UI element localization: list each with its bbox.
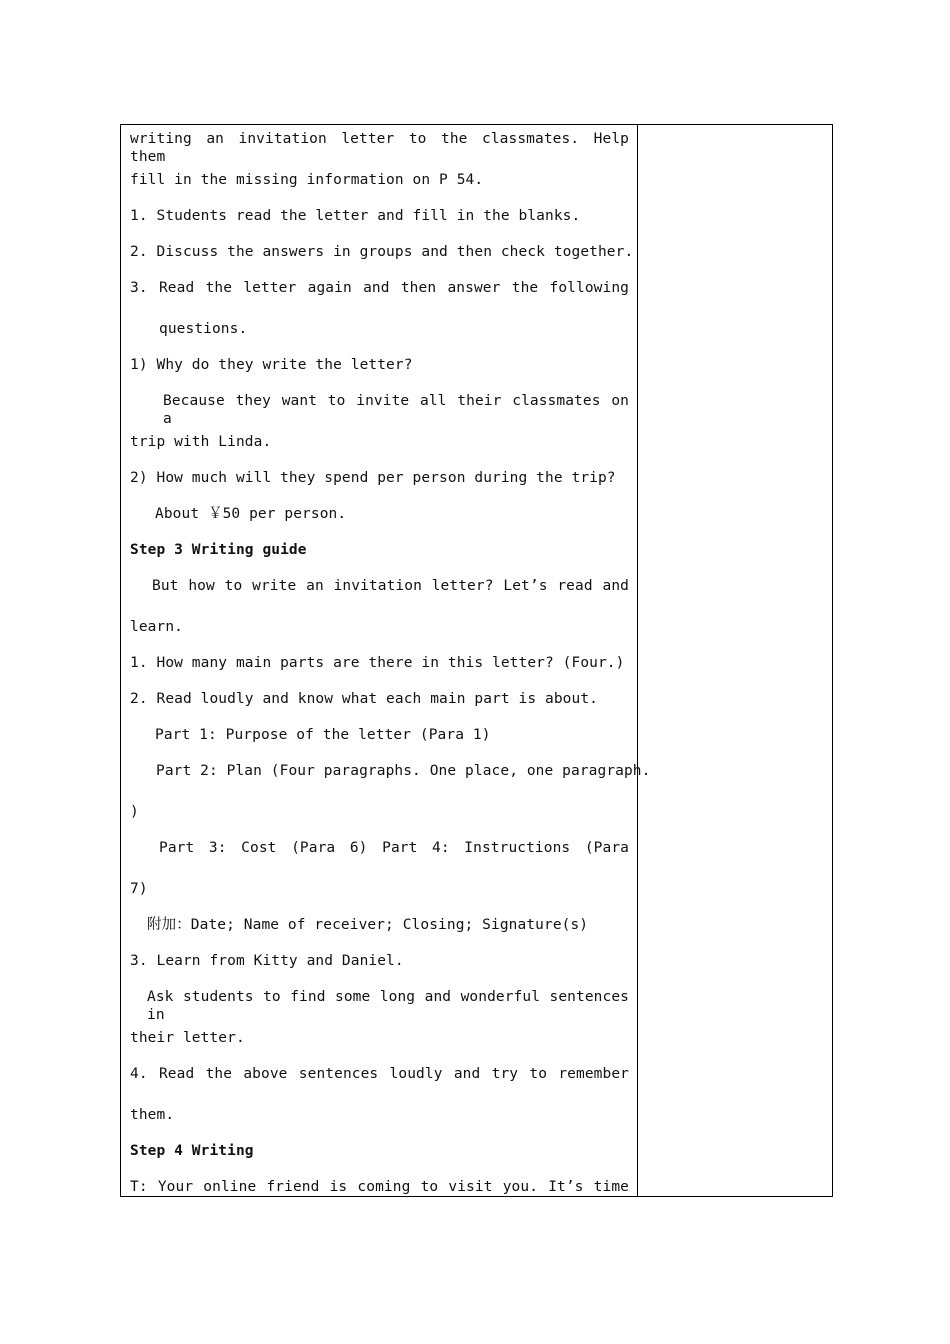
text-line: 附加：Date; Name of receiver; Closing; Signature(s) [147, 917, 589, 933]
text-line: Part 3: Cost (Para 6) Part 4: Instructions (Para [159, 840, 629, 856]
text-line: Part 1: Purpose of the letter (Para 1) [155, 727, 491, 743]
section-heading: Step 3 Writing guide [130, 542, 307, 558]
column-divider [637, 125, 638, 1196]
text-line: Because they want to invite all their classmates on a [163, 393, 629, 427]
text-line: them. [130, 1107, 175, 1123]
text-line: Ask students to find some long and wonderful sentences in [147, 989, 629, 1023]
text-line: 2) How much will they spend per person during the trip? [130, 470, 616, 486]
text-line: But how to write an invitation letter? Let’s read and [152, 578, 629, 594]
text-line: 3. Read the letter again and then answer the following [130, 280, 629, 296]
text-line: T: Your online friend is coming to visit you. It’s time [130, 1179, 629, 1195]
text-line: 4. Read the above sentences loudly and try to remember [130, 1066, 629, 1082]
text-line: 1) Why do they write the letter? [130, 357, 413, 373]
section-heading: Step 4 Writing [130, 1143, 254, 1159]
text-line: fill in the missing information on P 54. [130, 172, 484, 188]
text-line: 2. Discuss the answers in groups and then check together. [130, 244, 634, 260]
text-line: 1. Students read the letter and fill in the blanks. [130, 208, 581, 224]
text-line: questions. [159, 321, 248, 337]
text-line: Part 2: Plan (Four paragraphs. One place, one paragraph. [156, 763, 651, 779]
lesson-table [120, 124, 833, 1197]
text-line: 7) [130, 881, 148, 897]
text-line: writing an invitation letter to the classmates. Help them [130, 131, 629, 165]
text-line: ) [130, 804, 139, 820]
text-line: 3. Learn from Kitty and Daniel. [130, 953, 404, 969]
text-line: 2. Read loudly and know what each main part is about. [130, 691, 598, 707]
text-line: learn. [130, 619, 183, 635]
text-line: 1. How many main parts are there in this letter? (Four.) [130, 655, 625, 671]
text-line: About ￥50 per person. [155, 506, 347, 522]
text-line: their letter. [130, 1030, 245, 1046]
text-line: trip with Linda. [130, 434, 272, 450]
